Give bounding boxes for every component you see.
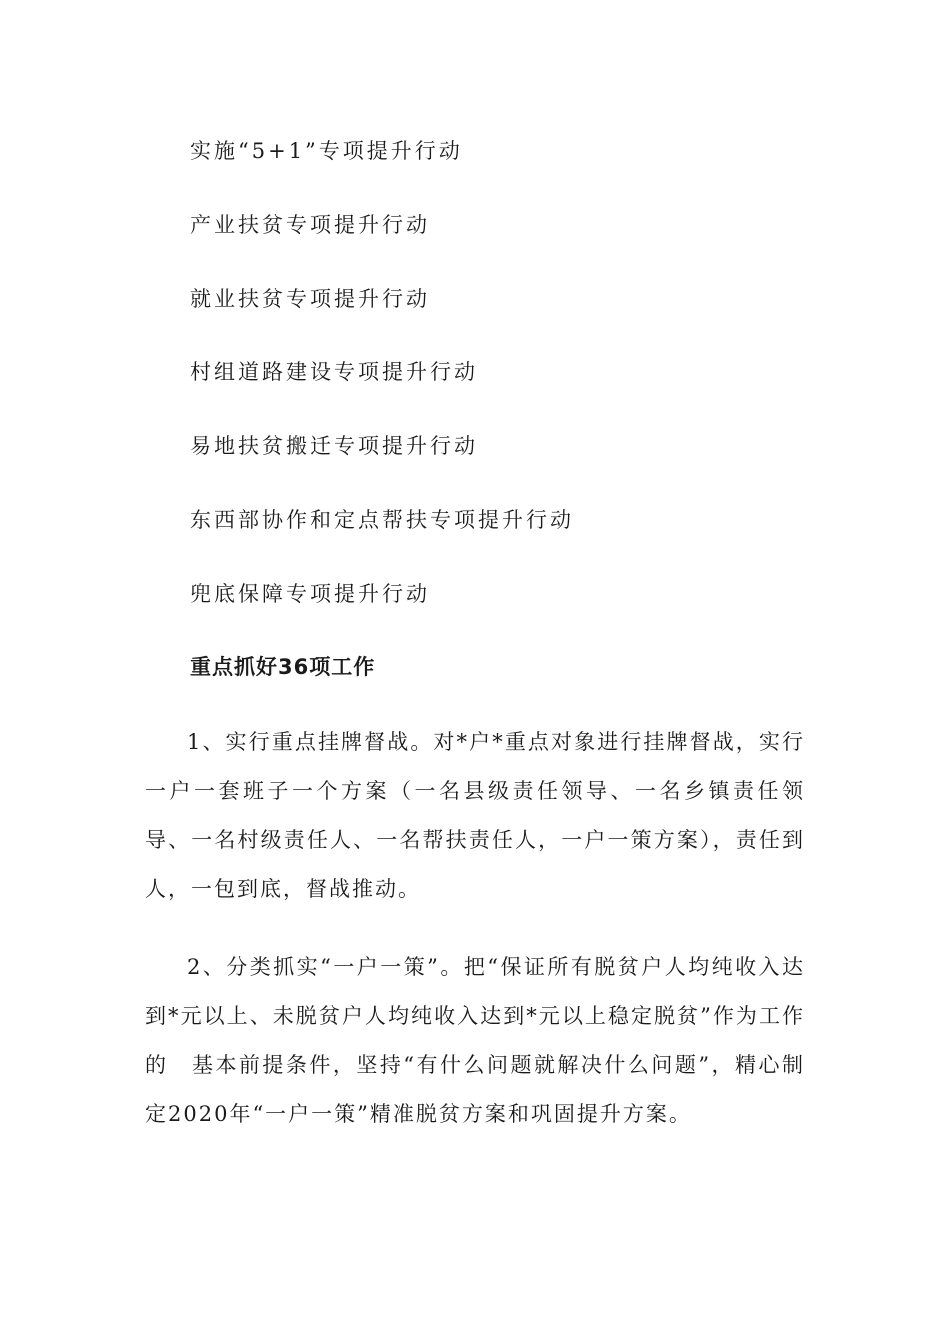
list-item: 易地扶贫搬迁专项提升行动 (190, 434, 478, 458)
list-item: 兜底保障专项提升行动 (190, 582, 430, 606)
section-heading: 重点抓好36项工作 (190, 655, 376, 679)
paragraph-1: 1、实行重点挂牌督战。对*户*重点对象进行挂牌督战，实行一户一套班子一个方案（一名县级责任领导、一名乡镇责任领导、一名村级责任人、一名帮扶责任人，一户一策方案），责任到人，一包到底，督战推动。 (145, 730, 805, 901)
list-item: 实施“5+1”专项提升行动 (190, 139, 463, 163)
list-item: 东西部协作和定点帮扶专项提升行动 (190, 508, 574, 532)
list-item: 村组道路建设专项提升行动 (190, 360, 478, 384)
paragraph-2: 2、分类抓实“一户一策”。把“保证所有脱贫户人均纯收入达到*元以上、未脱贫户人均纯收入达到*元以上稳定脱贫”作为工作的 基本前提条件，坚持“有什么问题就解决什么问题”，精心制定2020年“一户一策”精准脱贫方案和巩固提升方案。 (145, 955, 805, 1126)
list-item: 产业扶贫专项提升行动 (190, 213, 430, 237)
list-item: 就业扶贫专项提升行动 (190, 287, 430, 311)
